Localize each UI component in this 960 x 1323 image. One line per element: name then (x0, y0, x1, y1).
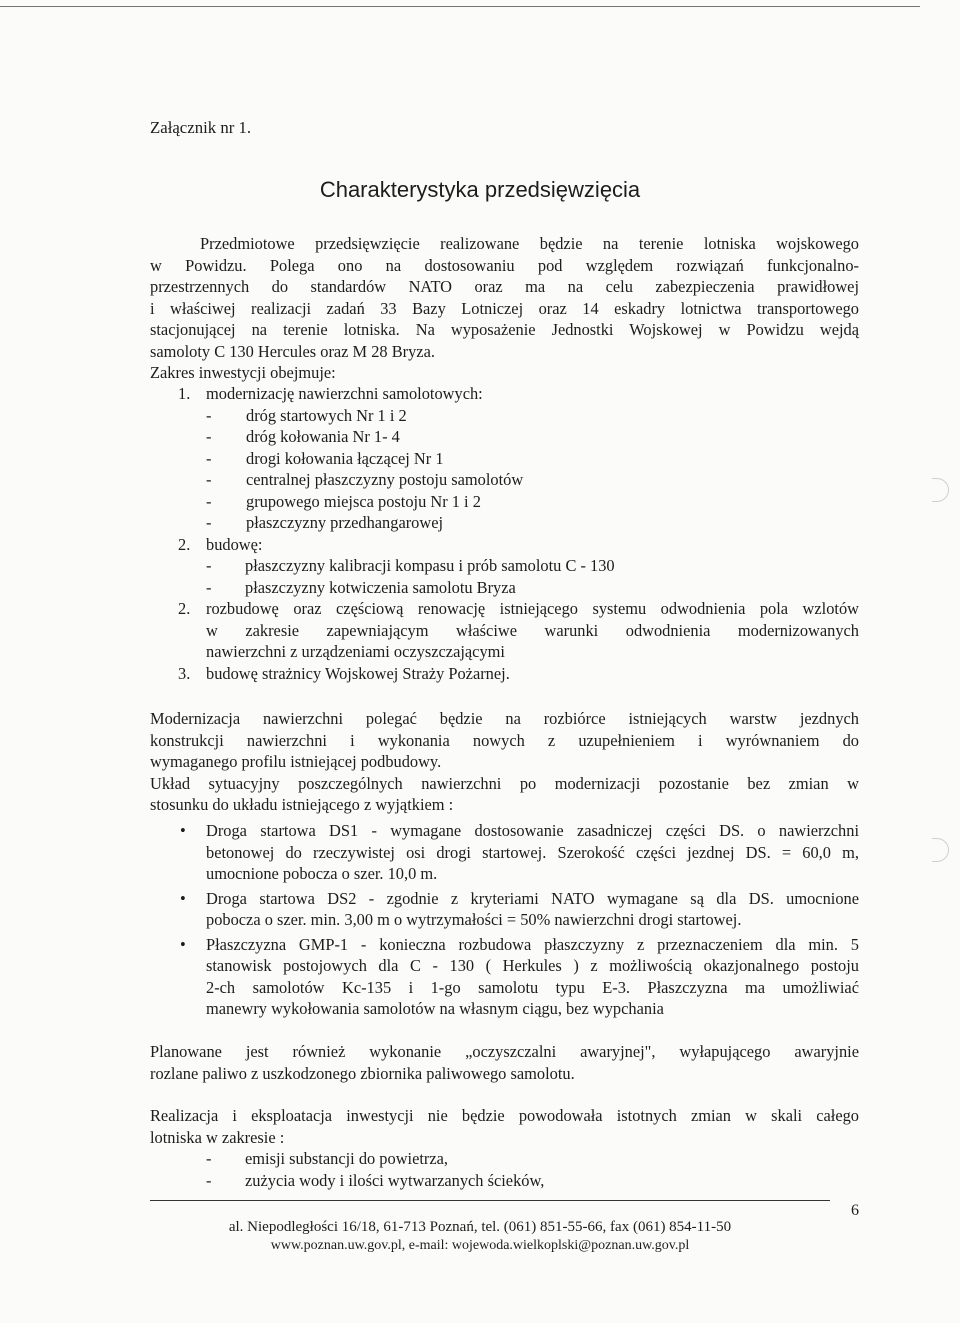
text-line: konstrukcji nawierzchni i wykonania nowych z uzupełnieniem i wyrównaniem do (150, 730, 859, 750)
text-line: stosunku do układu istniejącego z wyjątkiem : (150, 795, 454, 814)
dash-marker: - (206, 1170, 212, 1190)
sub-list-item (150, 577, 859, 599)
list-item (150, 663, 859, 685)
document-title: Charakterystyka przedsięwzięcia (319, 177, 641, 202)
bullet-item (150, 888, 859, 931)
sub-list-item-text: płaszczyzny przedhangarowej (246, 513, 444, 532)
bullet-item (150, 820, 859, 885)
sub-list-item-text: emisji substancji do powietrza, (245, 1149, 449, 1168)
list-item-text: budowę: (206, 534, 263, 554)
sub-list-item-text: zużycia wody i ilości wytwarzanych ścieków, (245, 1170, 545, 1190)
dash-marker: - (206, 470, 212, 489)
sub-list-item (150, 491, 859, 513)
text-line: Płaszczyzna GMP-1 - konieczna rozbudowa płaszczyzny z przeznaczeniem dla min. 5 (206, 934, 859, 954)
list-number: 3. (178, 663, 191, 683)
text-line: pobocza o szer. min. 3,00 m o wytrzymałości = 50% nawierzchni drogi startowej. (206, 910, 742, 929)
list-item-text: budowę strażnicy Wojskowej Straży Pożarnej. (206, 663, 510, 683)
sub-list-item (150, 469, 859, 491)
list-item-text: modernizację nawierzchni samolotowych: (206, 384, 483, 403)
text-line: betonowej do rzeczywistej osi drogi startowej. Szerokość części jezdnej DS. = 60,0 m, (206, 842, 859, 862)
sub-list-item-text: płaszczyzny kotwiczenia samolotu Bryza (245, 577, 516, 597)
bullet-item (150, 934, 859, 1020)
sub-list-item-text: drogi kołowania łączącej Nr 1 (246, 448, 444, 468)
text-line: stanowisk postojowych dla C - 130 ( Herkules ) z możliwością okazjonalnego postoju (206, 956, 859, 975)
dash-marker: - (206, 556, 212, 575)
text-line: Realizacja i eksploatacja inwestycji nie będzie powodowała istotnych zmian w skali całego (150, 1106, 859, 1125)
sub-list-item (150, 448, 859, 470)
text-line: Modernizacja nawierzchni polegać będzie na rozbiórce istniejących warstw jezdnych (150, 709, 859, 728)
text-line: nawierzchni z urządzeniami oczyszczającymi (206, 642, 505, 661)
dash-marker: - (206, 427, 212, 446)
scope-label: Zakres inwestycji obejmuje: (150, 363, 336, 382)
sub-list-item (150, 405, 859, 427)
text-line: i właściwej realizacji zadań 33 Bazy Lotniczej oraz 14 eskadry lotnictwa transportowego (150, 298, 859, 318)
bullet-marker: • (180, 821, 186, 840)
modernization-paragraph (150, 708, 859, 816)
dash-marker: - (206, 513, 212, 532)
text-line: Droga startowa DS1 - wymagane dostosowanie zasadniczej części DS. o nawierzchni (206, 821, 859, 840)
bullet-marker: • (180, 934, 186, 954)
bullet-marker: • (180, 888, 186, 908)
list-number: 2. (178, 534, 191, 554)
intro-paragraph (150, 233, 859, 384)
text-line: Droga startowa DS2 - zgodnie z kryteriami NATO wymagane są dla DS. umocnione (206, 888, 859, 908)
dash-marker: - (206, 405, 212, 425)
text-line: w zakresie zapewniającym właściwe warunki odwodnienia modernizowanych (206, 620, 859, 640)
text-line: Planowane jest również wykonanie „oczyszczalni awaryjnej", wyłapującego awaryjnie (150, 1042, 859, 1061)
sub-list-item (150, 555, 859, 577)
planned-paragraph (150, 1041, 859, 1084)
dash-marker: - (206, 448, 212, 468)
sub-list-item (150, 512, 859, 534)
text-line: w Powidzu. Polega ono na dostosowaniu pod względem rozwiązań funkcjonalno- (150, 255, 859, 275)
sub-list-item-text: dróg startowych Nr 1 i 2 (246, 405, 407, 425)
text-line: Przedmiotowe przedsięwzięcie realizowane będzie na terenie lotniska wojskowego (200, 234, 859, 253)
punch-hole-mark (932, 478, 949, 502)
text-line: stacjonującej na terenie lotniska. Na wyposażenie Jednostki Wojskowej w Powidzu wejdą (150, 320, 859, 339)
text-line: wymaganego profilu istniejącej podbudowy. (150, 752, 442, 771)
sub-list-item-text: dróg kołowania Nr 1- 4 (246, 427, 400, 446)
text-line: Układ sytuacyjny poszczególnych nawierzchni po modernizacji pozostanie bez zmian w (150, 773, 859, 793)
exceptions-list (150, 820, 859, 1020)
punch-hole-mark (932, 838, 949, 862)
sub-list-item (150, 1148, 859, 1170)
dash-marker: - (206, 491, 212, 511)
footer-address: al. Niepodległości 16/18, 61-713 Poznań, tel. (061) 851-55-66, fax (061) 854-11-50 (228, 1219, 732, 1235)
footer-divider (150, 1200, 830, 1201)
text-line: manewry wykołowania samolotów na własnym ciągu, bez wypchania (206, 999, 664, 1018)
list-number: 2. (178, 599, 191, 618)
top-edge-line (0, 6, 920, 7)
dash-marker: - (206, 577, 212, 597)
text-line: lotniska w zakresie : (150, 1127, 285, 1147)
sub-list-item-text: płaszczyzny kalibracji kompasu i prób samolotu C - 130 (245, 556, 615, 575)
text-line: 2-ch samolotów Kc-135 i 1-go samolotu typu E-3. Płaszczyzna ma umożliwiać (206, 977, 859, 997)
sub-list-item (150, 1170, 859, 1192)
page-number: 6 (851, 1202, 859, 1219)
text-line: umocnione pobocza o szer. 10,0 m. (206, 864, 438, 883)
sub-list-item (150, 426, 859, 448)
text-line: samoloty C 130 Hercules oraz M 28 Bryza. (150, 341, 435, 361)
list-item (150, 383, 859, 405)
annex-label: Załącznik nr 1. (150, 118, 252, 137)
sub-list-item-text: grupowego miejsca postoju Nr 1 i 2 (246, 491, 481, 511)
list-number: 1. (178, 384, 191, 403)
text-line: rozlane paliwo z uszkodzonego zbiornika paliwowego samolotu. (150, 1063, 575, 1083)
list-item (150, 598, 859, 663)
footer-contact: www.poznan.uw.gov.pl, e-mail: wojewoda.wielkoplski@poznan.uw.gov.pl (270, 1238, 690, 1253)
list-item (150, 534, 859, 556)
text-line: przestrzennych do standardów NATO oraz ma na celu zabezpieczenia prawidłowej (150, 277, 859, 296)
investment-scope-list (150, 383, 859, 684)
sub-list-item-text: centralnej płaszczyzny postoju samolotów (246, 470, 524, 489)
implementation-paragraph (150, 1105, 859, 1191)
dash-marker: - (206, 1149, 212, 1168)
text-line: rozbudowę oraz częściową renowację istniejącego systemu odwodnienia pola wzlotów (206, 599, 859, 618)
